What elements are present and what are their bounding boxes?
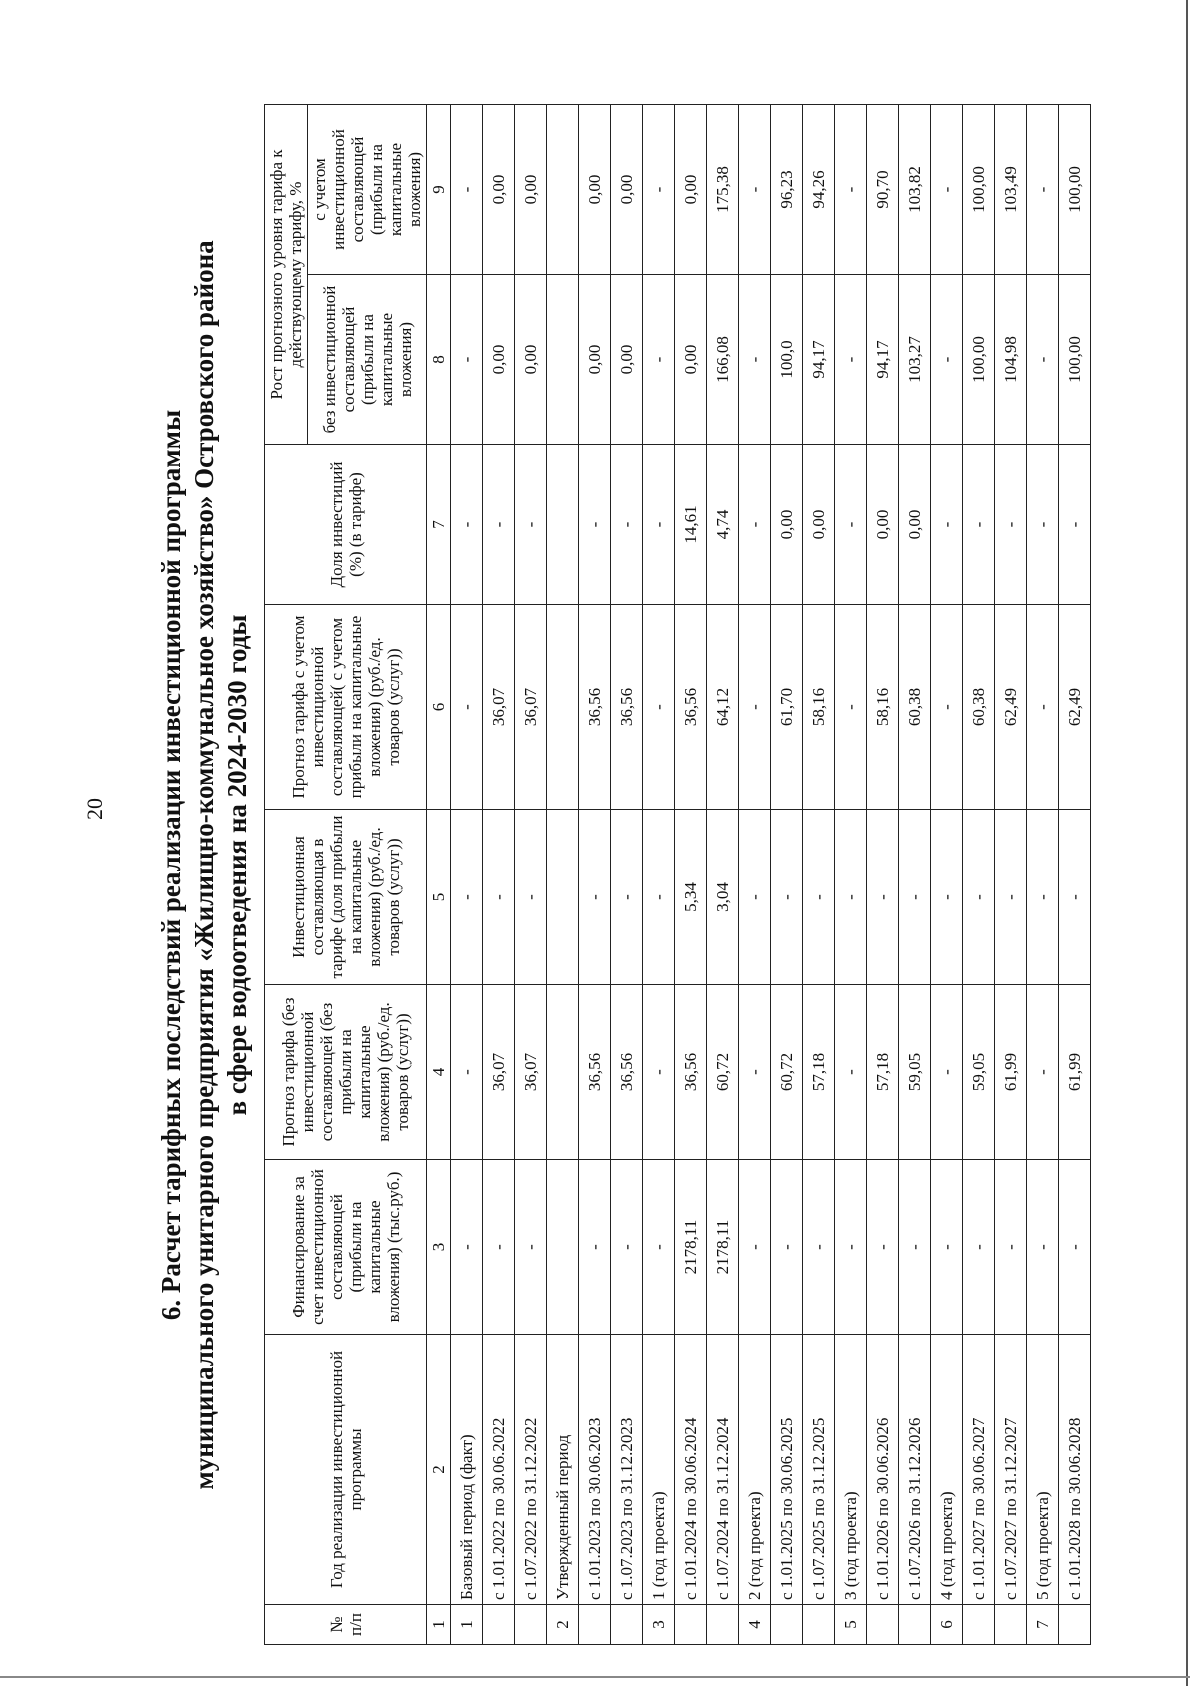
value-cell: - [835, 445, 867, 605]
value-cell: - [1027, 810, 1059, 985]
value-cell: - [451, 104, 483, 274]
value-cell: - [899, 1160, 931, 1335]
value-cell: - [995, 445, 1027, 605]
value-cell: - [995, 810, 1027, 985]
value-cell: 0,00 [515, 104, 547, 274]
period-cell: 2 (год проекта) [739, 1335, 771, 1605]
value-cell: - [739, 1160, 771, 1335]
row-number-cell [579, 1605, 611, 1645]
period-cell: 5 (год проекта) [1027, 1335, 1059, 1605]
period-cell: Базовый период (факт) [451, 1335, 483, 1605]
row-number-cell [707, 1605, 739, 1645]
value-cell: 61,99 [995, 985, 1027, 1160]
table-row [675, 104, 707, 1644]
value-cell: - [643, 445, 675, 605]
value-cell: 60,38 [899, 605, 931, 810]
value-cell: 0,00 [675, 104, 707, 274]
value-cell: 0,00 [675, 275, 707, 445]
table-body [451, 104, 1091, 1644]
value-cell: - [739, 104, 771, 274]
value-cell: 103,49 [995, 104, 1027, 274]
period-cell: с 1.07.2023 по 31.12.2023 [611, 1335, 643, 1605]
table-row [963, 104, 995, 1644]
value-cell: - [451, 1160, 483, 1335]
row-number-cell [963, 1605, 995, 1645]
header-growth-no-invest: без инвестиционной составляющей (прибыли на капитальные вложения) [308, 275, 427, 445]
row-number-cell [867, 1605, 899, 1645]
rotated-content [155, 85, 1084, 1645]
row-number-cell [483, 1605, 515, 1645]
row-number-cell [899, 1605, 931, 1645]
value-cell: - [643, 985, 675, 1160]
value-cell: 90,70 [867, 104, 899, 274]
value-cell: 0,00 [579, 104, 611, 274]
value-cell: - [899, 810, 931, 985]
period-cell: с 1.01.2023 по 30.06.2023 [579, 1335, 611, 1605]
value-cell: 61,99 [1059, 985, 1091, 1160]
value-cell: 104,98 [995, 275, 1027, 445]
column-number: 3 [427, 1160, 451, 1335]
column-number: 4 [427, 985, 451, 1160]
value-cell: - [835, 104, 867, 274]
header-row [265, 104, 308, 1644]
value-cell: - [739, 445, 771, 605]
table-row [547, 104, 579, 1644]
table-row [835, 104, 867, 1644]
column-number: 2 [427, 1335, 451, 1605]
value-cell: 60,72 [771, 985, 803, 1160]
value-cell: - [515, 810, 547, 985]
header-growth-with-invest: с учетом инвестиционной составляющей (прибыли на капитальные вложения) [308, 104, 427, 274]
value-cell: 5,34 [675, 810, 707, 985]
row-number-cell: 1 [451, 1605, 483, 1645]
period-cell: с 1.01.2027 по 30.06.2027 [963, 1335, 995, 1605]
value-cell: - [931, 104, 963, 274]
value-cell: - [643, 104, 675, 274]
value-cell: - [835, 605, 867, 810]
column-number: 7 [427, 445, 451, 605]
value-cell: 0,00 [483, 104, 515, 274]
row-number-cell: 4 [739, 1605, 771, 1645]
value-cell: - [1059, 810, 1091, 985]
value-cell: - [931, 810, 963, 985]
value-cell: - [739, 605, 771, 810]
value-cell: - [963, 445, 995, 605]
row-number-cell: 5 [835, 1605, 867, 1645]
row-number-cell: 2 [547, 1605, 579, 1645]
value-cell: - [515, 445, 547, 605]
period-cell: Утвержденный период [547, 1335, 579, 1605]
value-cell: 61,70 [771, 605, 803, 810]
value-cell: 0,00 [515, 275, 547, 445]
table-row [1059, 104, 1091, 1644]
period-cell: с 1.01.2026 по 30.06.2026 [867, 1335, 899, 1605]
row-number-cell [803, 1605, 835, 1645]
scan-edge-right [1186, 0, 1188, 1686]
value-cell: 0,00 [611, 275, 643, 445]
period-cell: с 1.01.2028 по 30.06.2028 [1059, 1335, 1091, 1605]
value-cell: - [1027, 275, 1059, 445]
value-cell: 100,0 [771, 275, 803, 445]
value-cell: 94,17 [803, 275, 835, 445]
value-cell: - [739, 985, 771, 1160]
header-tariff-no-invest: Прогноз тарифа (без инвестиционной составляющей (без прибыли на капитальные вложения) (руб./ед. товаров (услуг)) [265, 985, 427, 1160]
table-row [931, 104, 963, 1644]
column-number: 8 [427, 275, 451, 445]
value-cell: 96,23 [771, 104, 803, 274]
row-number-cell: 3 [643, 1605, 675, 1645]
value-cell: 0,00 [803, 445, 835, 605]
value-cell: - [1059, 445, 1091, 605]
value-cell [547, 275, 579, 445]
value-cell: - [451, 275, 483, 445]
value-cell [547, 810, 579, 985]
value-cell: - [835, 810, 867, 985]
value-cell: 36,56 [611, 605, 643, 810]
value-cell: - [451, 445, 483, 605]
value-cell: - [771, 810, 803, 985]
value-cell: 57,18 [867, 985, 899, 1160]
value-cell: - [611, 445, 643, 605]
value-cell: - [803, 810, 835, 985]
value-cell: - [931, 1160, 963, 1335]
value-cell: - [1027, 445, 1059, 605]
page-number: 20 [82, 798, 107, 820]
value-cell: - [931, 985, 963, 1160]
table-row [771, 104, 803, 1644]
column-number: 9 [427, 104, 451, 274]
value-cell: - [867, 1160, 899, 1335]
value-cell: - [1027, 104, 1059, 274]
value-cell: 103,82 [899, 104, 931, 274]
value-cell: 64,12 [707, 605, 739, 810]
value-cell: 94,17 [867, 275, 899, 445]
value-cell: 60,72 [707, 985, 739, 1160]
table-row [483, 104, 515, 1644]
table-row [451, 104, 483, 1644]
value-cell: 36,07 [515, 605, 547, 810]
value-cell: 100,00 [963, 104, 995, 274]
value-cell: - [835, 985, 867, 1160]
value-cell: - [1027, 1160, 1059, 1335]
value-cell: 36,56 [579, 605, 611, 810]
value-cell: - [771, 1160, 803, 1335]
value-cell: 36,07 [515, 985, 547, 1160]
value-cell: - [835, 275, 867, 445]
value-cell [547, 104, 579, 274]
column-number: 1 [427, 1605, 451, 1645]
period-cell: 1 (год проекта) [643, 1335, 675, 1605]
value-cell: 36,07 [483, 605, 515, 810]
value-cell: 0,00 [867, 445, 899, 605]
table-row [867, 104, 899, 1644]
column-number: 5 [427, 810, 451, 985]
period-cell: с 1.07.2024 по 31.12.2024 [707, 1335, 739, 1605]
value-cell [547, 1160, 579, 1335]
value-cell: - [579, 810, 611, 985]
table-row [1027, 104, 1059, 1644]
value-cell: - [643, 810, 675, 985]
value-cell: 100,00 [963, 275, 995, 445]
row-number-cell [515, 1605, 547, 1645]
value-cell: - [963, 1160, 995, 1335]
value-cell: 103,27 [899, 275, 931, 445]
header-financing: Финансирование за счет инвестиционной составляющей (прибыли на капитальные вложения) (тыс.руб.) [265, 1160, 427, 1335]
value-cell: 2178,11 [675, 1160, 707, 1335]
value-cell: - [611, 810, 643, 985]
value-cell: 59,05 [899, 985, 931, 1160]
value-cell: 0,00 [483, 275, 515, 445]
period-cell: с 1.07.2025 по 31.12.2025 [803, 1335, 835, 1605]
value-cell: - [931, 445, 963, 605]
title-line-1: 6. Расчет тарифных последствий реализации инвестиционной программы [156, 409, 186, 1321]
period-cell: с 1.07.2027 по 31.12.2027 [995, 1335, 1027, 1605]
value-cell: 0,00 [611, 104, 643, 274]
header-growth-group: Рост прогнозного уровня тарифа к действующему тарифу, % [265, 104, 308, 444]
row-number-cell: 7 [1027, 1605, 1059, 1645]
period-cell: с 1.01.2024 по 30.06.2024 [675, 1335, 707, 1605]
value-cell: - [643, 1160, 675, 1335]
period-cell: с 1.07.2022 по 31.12.2022 [515, 1335, 547, 1605]
tariff-table [264, 104, 1091, 1645]
value-cell [547, 445, 579, 605]
header-invest-component: Инвестиционная составляющая в тарифе (доля прибыли на капитальные вложения) (руб./ед. товаров (услуг)) [265, 810, 427, 985]
value-cell: - [867, 810, 899, 985]
value-cell [547, 605, 579, 810]
row-number-cell [995, 1605, 1027, 1645]
value-cell: 57,18 [803, 985, 835, 1160]
value-cell: 36,56 [675, 605, 707, 810]
value-cell: - [739, 810, 771, 985]
row-number-cell [1059, 1605, 1091, 1645]
row-number-cell [675, 1605, 707, 1645]
title-line-3: в сфере водоотведения на 2024-2030 годы [222, 614, 252, 1116]
value-cell: - [451, 810, 483, 985]
table-row [707, 104, 739, 1644]
value-cell: - [643, 275, 675, 445]
document-title [155, 85, 254, 1645]
value-cell: 2178,11 [707, 1160, 739, 1335]
column-number: 6 [427, 605, 451, 810]
scan-edge-bottom [0, 1676, 1190, 1678]
value-cell: - [451, 985, 483, 1160]
table-row [739, 104, 771, 1644]
value-cell: 36,56 [675, 985, 707, 1160]
value-cell: 36,56 [611, 985, 643, 1160]
value-cell: 36,07 [483, 985, 515, 1160]
value-cell: - [483, 1160, 515, 1335]
value-cell: - [483, 810, 515, 985]
table-row [515, 104, 547, 1644]
value-cell: - [515, 1160, 547, 1335]
value-cell: 59,05 [963, 985, 995, 1160]
value-cell: - [579, 445, 611, 605]
header-invest-share: Доля инвестиций (%) (в тарифе) [265, 445, 427, 605]
value-cell: - [483, 445, 515, 605]
value-cell: 36,56 [579, 985, 611, 1160]
table-row [579, 104, 611, 1644]
value-cell: - [579, 1160, 611, 1335]
table-row [611, 104, 643, 1644]
value-cell: 62,49 [1059, 605, 1091, 810]
title-line-2: муниципального унитарного предприятия «Жилищно-коммунальное хозяйство» Островского района [189, 240, 219, 1490]
value-cell: - [1059, 1160, 1091, 1335]
value-cell: - [931, 275, 963, 445]
value-cell: 60,38 [963, 605, 995, 810]
value-cell: 14,61 [675, 445, 707, 605]
value-cell: - [643, 605, 675, 810]
table-row [995, 104, 1027, 1644]
value-cell: - [739, 275, 771, 445]
value-cell: 100,00 [1059, 104, 1091, 274]
header-year: Год реализации инвестиционной программы [265, 1335, 427, 1605]
period-cell: с 1.01.2025 по 30.06.2025 [771, 1335, 803, 1605]
value-cell: 4,74 [707, 445, 739, 605]
value-cell [547, 985, 579, 1160]
value-cell: - [995, 1160, 1027, 1335]
header-number: № п/п [265, 1605, 427, 1645]
value-cell: 0,00 [899, 445, 931, 605]
value-cell: 3,04 [707, 810, 739, 985]
value-cell: - [1027, 605, 1059, 810]
table-row [643, 104, 675, 1644]
header-tariff-with-invest: Прогноз тарифа с учетом инвестиционной составляющей( с учетом прибыли на капитальные вложения) (руб./ед. товаров (услуг)) [265, 605, 427, 810]
value-cell: 62,49 [995, 605, 1027, 810]
row-number-cell [771, 1605, 803, 1645]
value-cell: - [931, 605, 963, 810]
value-cell: 166,08 [707, 275, 739, 445]
value-cell: - [611, 1160, 643, 1335]
column-number-row [427, 104, 451, 1644]
table-row [803, 104, 835, 1644]
value-cell: 100,00 [1059, 275, 1091, 445]
value-cell: 0,00 [771, 445, 803, 605]
value-cell: - [803, 1160, 835, 1335]
value-cell: - [963, 810, 995, 985]
value-cell: 58,16 [867, 605, 899, 810]
period-cell: 4 (год проекта) [931, 1335, 963, 1605]
period-cell: с 1.01.2022 по 30.06.2022 [483, 1335, 515, 1605]
value-cell: 175,38 [707, 104, 739, 274]
value-cell: - [451, 605, 483, 810]
value-cell: 58,16 [803, 605, 835, 810]
value-cell: 0,00 [579, 275, 611, 445]
value-cell: - [835, 1160, 867, 1335]
row-number-cell [611, 1605, 643, 1645]
period-cell: 3 (год проекта) [835, 1335, 867, 1605]
table-row [899, 104, 931, 1644]
period-cell: с 1.07.2026 по 31.12.2026 [899, 1335, 931, 1605]
value-cell: - [1027, 985, 1059, 1160]
value-cell: 94,26 [803, 104, 835, 274]
row-number-cell: 6 [931, 1605, 963, 1645]
